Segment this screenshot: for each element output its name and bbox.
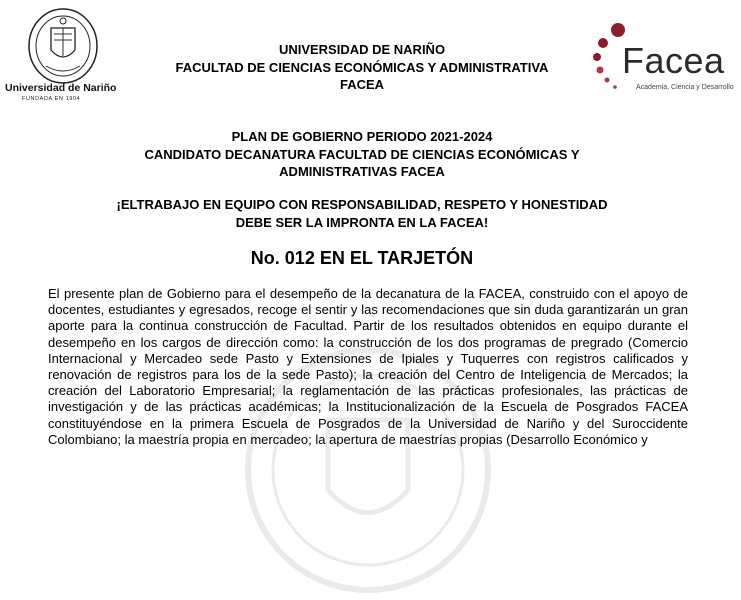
plan-title-line-2: CANDIDATO DECANATURA FACULTAD DE CIENCIAS ECONÓMICAS Y	[144, 146, 580, 162]
plan-title-line-3: ADMINISTRATIVAS FACEA	[279, 164, 445, 179]
body-paragraph	[48, 286, 688, 448]
facea-logo-name: Facea	[622, 40, 725, 81]
motto-line-2: DEBE SER LA IMPRONTA EN LA FACEA!	[235, 214, 489, 230]
plan-title	[112, 128, 612, 181]
motto	[112, 196, 612, 231]
body-text: El presente plan de Gobierno para el desempeño de la decanatura de la FACEA, construido con el apoyo de docentes, estudiantes y egresados, recoge el sentir y las recomendaciones que sin duda garantizarán un gran aporte para la continua construcción de Facultad. Partir de los resultados obtenidos en equipo durante el desempeño en los cargos de dirección como: la construcción de los dos programas de pregrado (Comercio Internacional y Mercadeo sede Pasto y Extensiones de Ipiales y Tuquerres con registros calificados y renovación de registros para los de la sede Pasto); la creación del Centro de Inteligencia de Mercados; la creación del Laboratorio Empresarial; la reglamentación de las prácticas profesionales, las prácticas de investigación y de las prácticas académicas; la Institucionalización de la Escuela de Posgrados FACEA constituyéndose en la primera Escuela de Posgrados de la Universidad de Nariño y del Suroccidente Colombiano; la maestría propia en mercadeo; la apertura de maestrías propias (Desarrollo Económico y	[48, 286, 688, 447]
header-faculty: FACULTAD DE CIENCIAS ECONÓMICAS Y ADMINISTRATIVA	[175, 59, 549, 75]
header-acronym: FACEA	[339, 77, 385, 92]
header-university: UNIVERSIDAD DE NARIÑO	[278, 42, 446, 57]
university-seal-logo	[18, 6, 108, 86]
motto-line-1: ¡ELTRABAJO EN EQUIPO CON RESPONSABILIDAD, RESPETO Y HONESTIDAD	[116, 197, 608, 212]
facea-logo-tagline: Academia, Ciencia y Desarrollo	[636, 84, 734, 91]
university-logo-name: Universidad de Nariño	[5, 82, 117, 94]
university-logo-founded: FUNDADA EN 1904	[22, 96, 81, 102]
ballot-number-heading: No. 012 EN EL TARJETÓN	[250, 248, 474, 268]
plan-title-line-1: PLAN DE GOBIERNO PERIODO 2021-2024	[231, 129, 493, 144]
document-header	[112, 41, 612, 94]
